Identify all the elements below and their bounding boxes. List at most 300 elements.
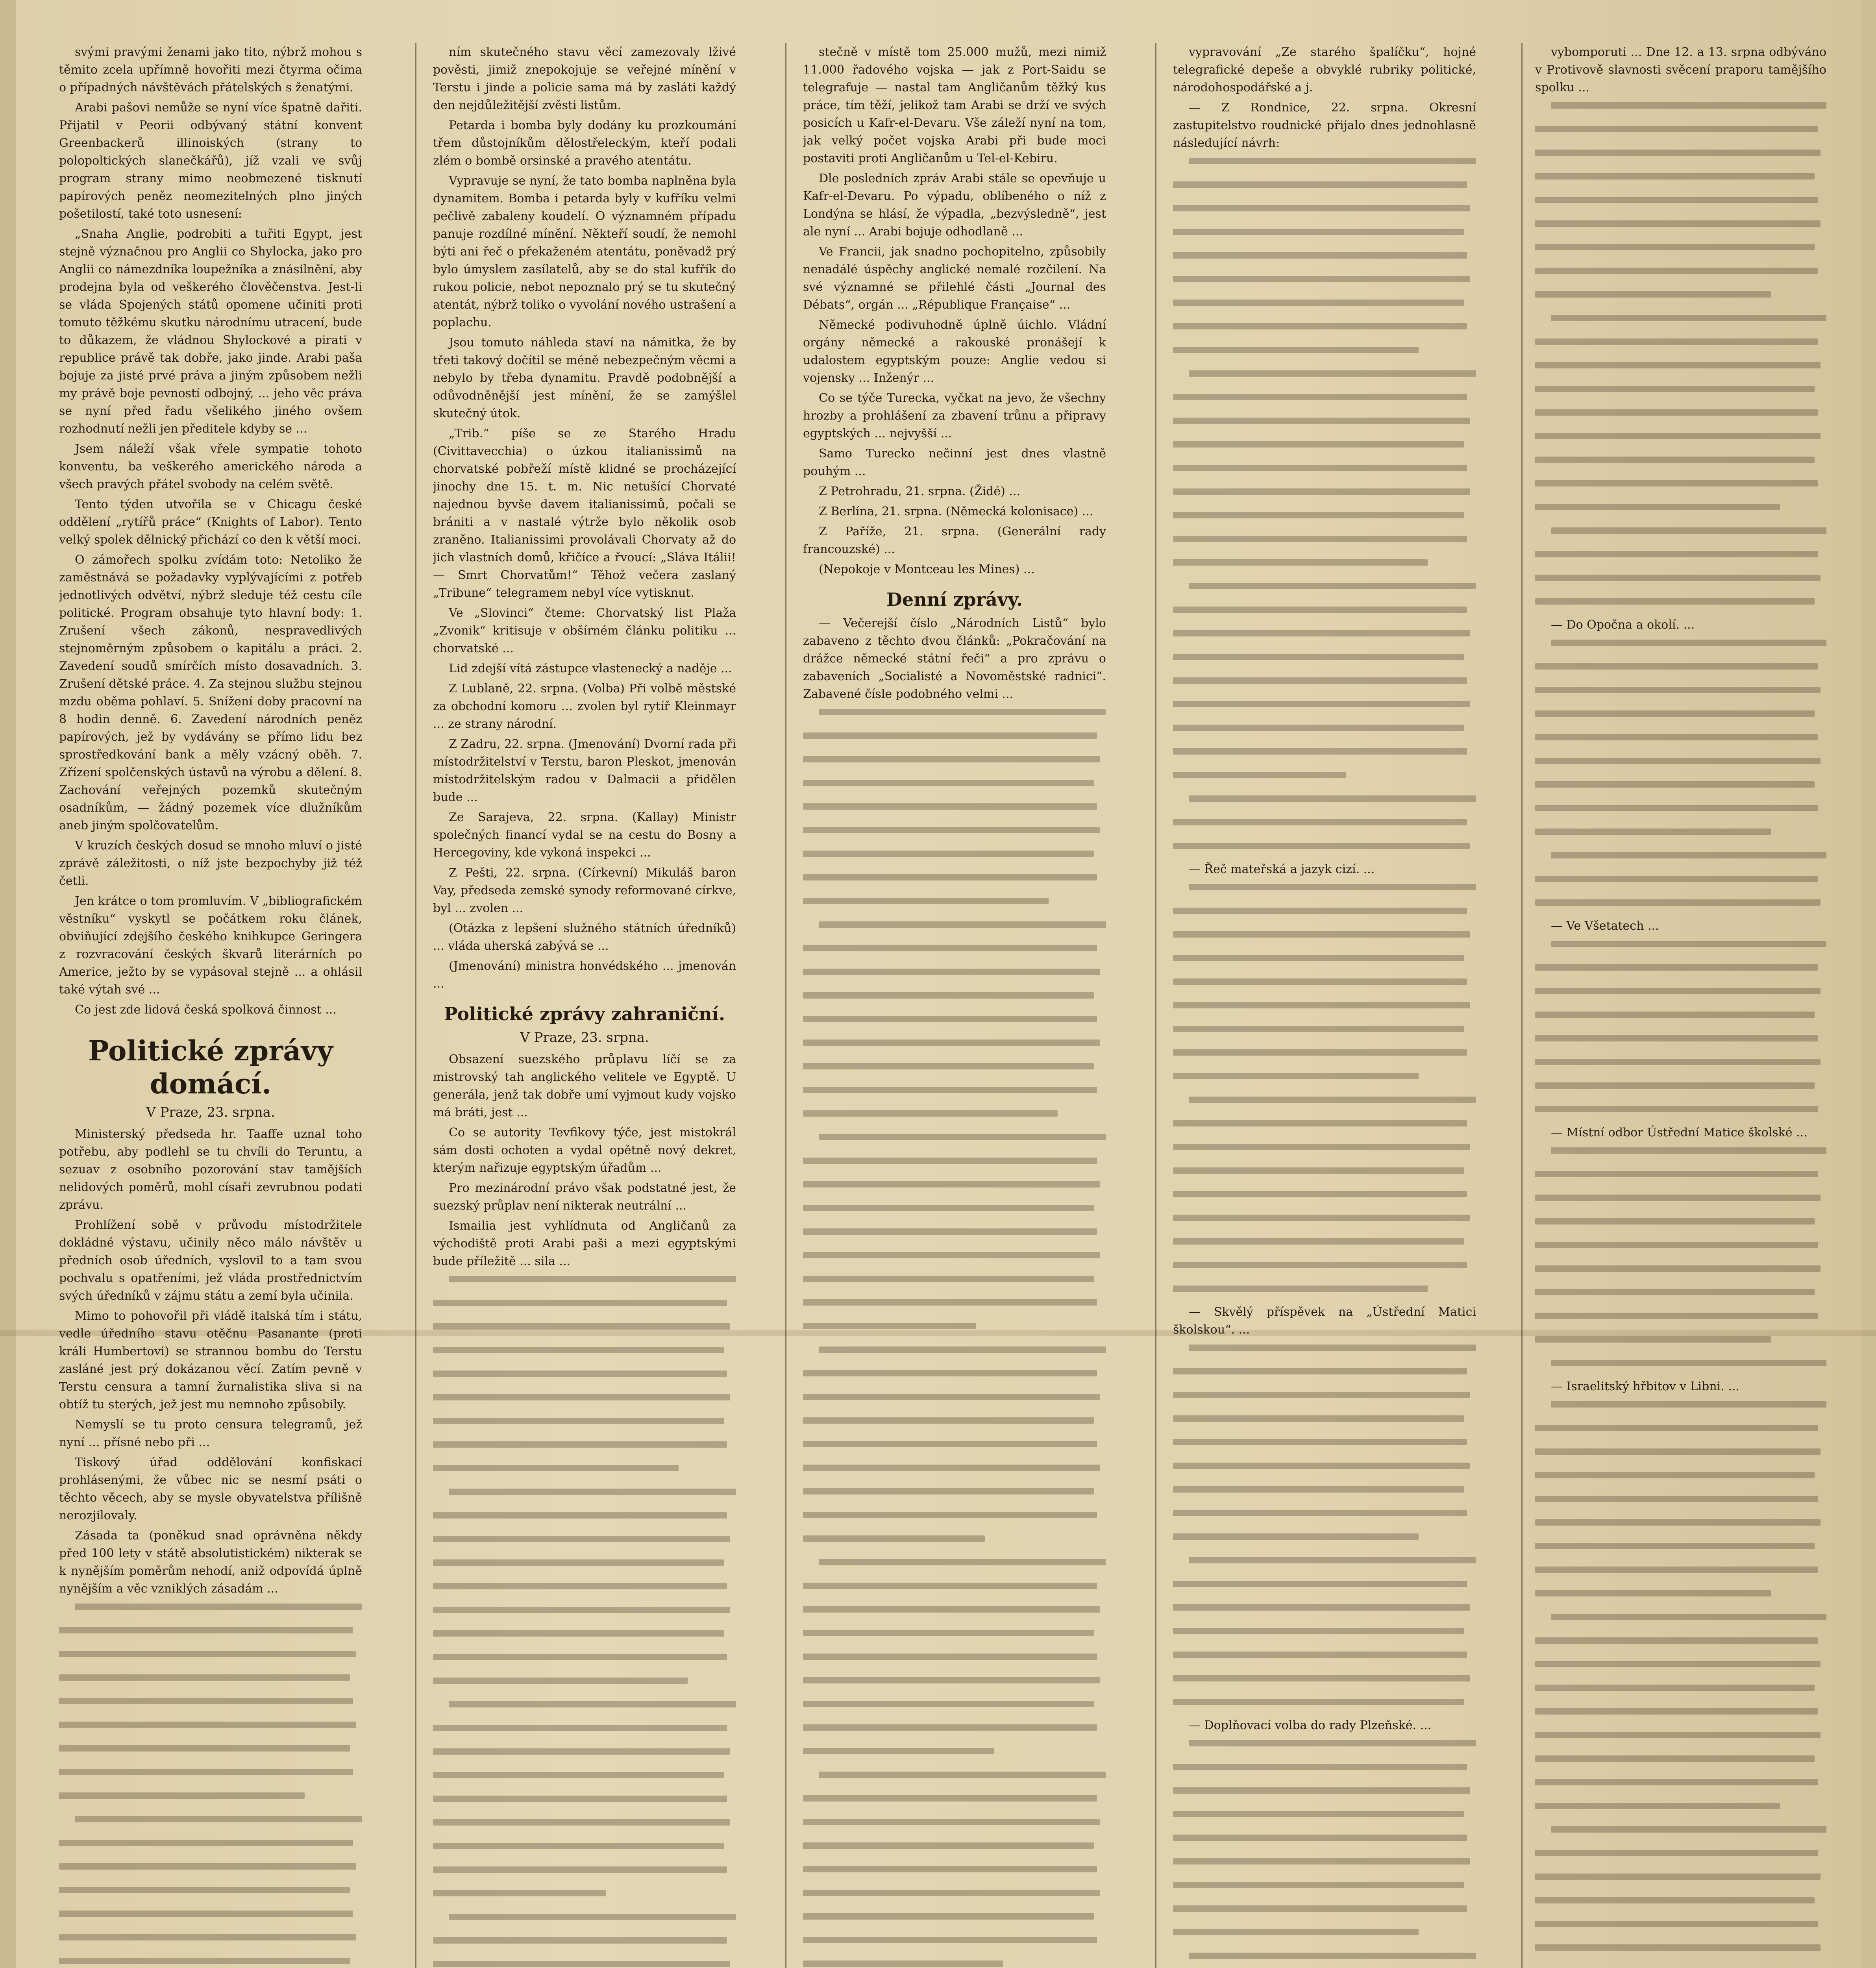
section-heading-domestic: Politické zprávy domácí. [88,1034,333,1100]
text-line-ink [433,1465,679,1471]
article-paragraph: stečně v místě tom 25.000 mužů, mezi nimiž 11.000 řadového vojska — jak z Port-Saidu se telegrafuje — nastal tam Angličanům těžký kus práce, tím těží, jelikož tam Arabi se drží ve svých posicích u Kafr-el-Devaru. Vše záleží nyní na tom, jak velký počet vojska Arabi při bude moci postaviti proti Angličanům u Tel-el-Kebiru. [803,45,1106,165]
text-line-ink [1173,1368,1467,1374]
text-line-ink [803,1606,1100,1613]
dateline: V Praze, 23. srpna. [520,1030,649,1045]
text-line [1535,876,1826,893]
article-paragraph: Tento týden utvořila se v Chicagu české oddělení „rytířů práce“ (Knights of Labor). Tento velký spolek dělnický přichází co den k větší moci. [59,498,362,547]
text-line [1535,150,1826,167]
text-line-ink [1535,1685,1815,1691]
column-rule [785,43,786,1968]
article-paragraph: Ve Francii, jak snadno pochopitelno, způsobily nenadálé úspěchy anglické nemalé rozčilení. Na své významné se přilehlé části „Journal des Débats“, orgán ... „République Française“ ... [803,245,1106,312]
text-line [433,1489,736,1506]
text-line [803,1276,1106,1293]
text-line [59,1627,362,1645]
text-line-ink [1535,734,1818,740]
text-line [1535,1614,1826,1631]
column-rule [1521,43,1523,1968]
text-line-ink [1535,1779,1818,1785]
text-line-ink [1189,1740,1476,1746]
text-line-ink [1173,1026,1464,1032]
text-line [1173,1787,1476,1805]
text-line [433,1512,736,1530]
text-line [1173,1905,1476,1923]
text-line-ink [803,1016,1097,1022]
text-line [59,1769,362,1787]
text-line-ink [1173,701,1470,707]
text-line [1535,988,1826,1006]
article-paragraph: vybomporuti ... Dne 12. a 13. srpna odbýváno v Protivově slavnosti svěcení praporu tamějšího spolku ... [1535,45,1826,94]
text-line [1173,1026,1476,1043]
text-line [1173,1929,1476,1947]
text-line [433,1772,736,1790]
text-line [1173,978,1476,996]
text-line-ink [75,1604,362,1610]
text-line-ink [1535,758,1820,764]
paper-left-edge [0,0,16,1968]
text-line-ink [1535,1944,1820,1951]
text-line [1173,559,1476,577]
text-line [1173,323,1476,341]
article-paragraph: Ministerský předseda hr. Taaffe uznal toho potřebu, aby podlehl se tu chvíli do Teruntu, a sezuav z osobního pozorování stav tamějších nelidových poměrů, mohl císaři zevrubnou podati zprávu. [59,1127,362,1212]
text-line [1173,1652,1476,1669]
text-line [1173,1740,1476,1758]
text-line [1173,630,1476,648]
text-line [803,1087,1106,1104]
article-paragraph: Zásada ta (poněkud snad oprávněna někdy před 100 lety v státě absolutistickém) nikterak se k nynějším poměrům nehodí, aniž odpovídá úplně nynějším a věc vzniklých zásadám ... [59,1529,362,1596]
text-line [803,1606,1106,1624]
text-line-ink [803,1535,985,1542]
text-filler [1535,102,1826,616]
text-line [1535,710,1826,728]
text-line-ink [1535,1289,1815,1295]
text-line [1173,1675,1476,1693]
text-line [1535,268,1826,285]
text-line-ink [1173,276,1470,282]
text-line [1535,1082,1826,1100]
text-line-ink [1173,1604,1470,1611]
article-paragraph: Nemyslí se tu proto censura telegramů, jež nyní ... přísné nebo při ... [59,1418,362,1449]
text-line [1173,843,1476,860]
text-line [1173,1392,1476,1409]
text-line-ink [1173,1675,1470,1681]
text-line [1535,575,1826,592]
text-line [1173,955,1476,973]
text-line [1535,1336,1826,1354]
text-line-ink [1173,1510,1467,1516]
text-line [1535,1035,1826,1053]
text-line-ink [1173,536,1467,542]
dateline-item: Z Berlína, 21. srpna. (Německá kolonisace) ... [819,505,1093,518]
text-line [1535,1360,1826,1378]
text-line [803,992,1106,1010]
text-line [803,1158,1106,1175]
text-line-ink [1535,1035,1818,1041]
text-line-ink [1173,772,1346,778]
text-line [433,1725,736,1742]
text-line [1173,583,1476,601]
text-line-ink [1173,1882,1464,1888]
text-line-ink [803,969,1100,975]
text-line [1535,551,1826,569]
text-line-ink [1535,150,1820,156]
text-line-ink [75,1816,362,1822]
text-line [803,732,1106,750]
text-line [1535,805,1826,823]
text-line-ink [803,1417,1094,1424]
text-line-ink [1535,1921,1818,1927]
text-line [433,1371,736,1388]
text-line [1535,1195,1826,1212]
text-line-ink [433,1654,727,1660]
text-line-ink [59,1887,350,1893]
text-line [1173,488,1476,506]
text-line [803,1913,1106,1931]
text-line [1535,1012,1826,1029]
text-line-ink [1535,1425,1818,1431]
text-line [1173,276,1476,294]
text-line [1173,725,1476,742]
text-line-ink [803,1842,1094,1849]
text-line-ink [59,1627,353,1633]
text-line [803,1134,1106,1152]
text-line-ink [1535,1708,1818,1715]
text-line-ink [1173,725,1464,731]
text-line [803,1535,1106,1553]
column-2 [433,43,736,1968]
text-line-ink [59,1958,350,1964]
text-line-ink [1173,1486,1464,1493]
text-line [1173,1510,1476,1528]
text-line-ink [803,1394,1100,1400]
text-line [433,1748,736,1766]
text-line [59,1722,362,1739]
text-line-ink [1535,1448,1820,1455]
text-line-ink [1535,781,1815,788]
text-line-ink [1535,433,1820,439]
text-line-ink [1535,1059,1820,1065]
text-line-ink [1535,1082,1815,1089]
text-line-ink [1189,1953,1476,1959]
text-line [803,1654,1106,1671]
text-line [803,709,1106,727]
text-line-ink [1173,955,1464,961]
text-line-ink [803,1205,1094,1211]
text-line-ink [433,1607,730,1613]
text-line-ink [1173,205,1470,211]
text-line [803,898,1106,916]
text-line [1535,1218,1826,1236]
text-line [803,1819,1106,1837]
article-paragraph: — Ve Všetatech ... [1551,919,1659,933]
text-line [433,1465,736,1483]
text-line-ink [1173,1764,1467,1770]
text-line-ink [1173,677,1467,684]
text-line-ink [1189,1097,1476,1103]
text-line [803,1512,1106,1530]
text-line-ink [1535,876,1818,882]
text-line-ink [449,1489,736,1495]
text-line-ink [1535,291,1771,298]
text-line-ink [1173,1628,1464,1634]
text-line [1535,964,1826,982]
text-line [59,1863,362,1881]
text-line [1173,347,1476,364]
article-paragraph: svými pravými ženami jako tito, nýbrž mohou s těmito zcela upřímně hovořiti mezi čtyrma očima o případných návštěvách přátelských s ženatými. [59,45,362,94]
text-line [433,1559,736,1577]
text-filler [59,1604,362,1968]
text-line-ink [803,1512,1097,1518]
text-line-ink [1535,1637,1818,1644]
text-line-ink [1551,1826,1826,1833]
dateline-item: Z Lublaně, 22. srpna. (Volba) Při volbě městské za obchodní komoru ... zvolen byl rytíř Kleinmayr ... ze strany národní. [433,682,736,731]
article-paragraph: — Z Rondnice, 22. srpna. Okresní zastupitelstvo roudnické přijalo dnes jednohlasně následující návrh: [1173,101,1476,150]
text-line [433,1819,736,1837]
text-line [59,1604,362,1621]
text-line [1173,1345,1476,1362]
article-paragraph: — Doplňovací volba do rady Plzeňské. ... [1189,1718,1432,1732]
text-line [803,1441,1106,1459]
text-line [1173,884,1476,902]
text-line-ink [433,1678,688,1684]
text-line [803,1701,1106,1718]
text-line-ink [1173,347,1419,353]
text-line [433,1536,736,1554]
text-line-ink [1173,1835,1467,1841]
text-line-ink [1535,386,1815,392]
text-line [1535,315,1826,333]
text-line [1173,465,1476,483]
text-line-ink [1173,1929,1419,1935]
text-line [1173,1882,1476,1900]
article-paragraph: — Israelitský hřbitov v Libni. ... [1551,1380,1739,1393]
text-line-ink [803,851,1094,857]
text-line [59,1792,362,1810]
article-paragraph: Jsou tomuto náhleda staví na námitka, že by třeti takový dočítil se méně nebezpečným věcmi a nebylo by třeba dynamitu. Pravdě podobnější a odůvodněnější jest mínění, že se zamýšlel skutečný útok. [433,336,736,420]
text-line [1535,1106,1826,1124]
text-line-ink [1535,1171,1818,1177]
text-line-ink [59,1934,356,1940]
text-line [803,874,1106,892]
text-line [59,1911,362,1928]
text-line-ink [1535,964,1818,971]
text-line-ink [803,732,1097,739]
text-line [1173,1120,1476,1138]
article-paragraph: Dle posledních zpráv Arabi stále se opevňuje u Kafr-el-Devaru. Po výpadu, oblíbeného o níž z Londýna se hlásí, že výpadla, „bezvýsledně“, jest ale nyní ... Arabi bojuje odhodlaně ... [803,172,1106,239]
text-line [1173,772,1476,790]
article-paragraph: — Večerejší číslo „Národních Listů“ bylo zabaveno z těchto dvou článků: „Pokračování na drážce německé státní řeči“ a pro zprávu o zabaveních „Socialisté a Novoměstské radnici“. Zabavené čísle podobného velmi ... [803,616,1106,701]
text-line-ink [1535,1242,1818,1248]
text-line-ink [1535,598,1815,605]
text-line-ink [803,1866,1097,1872]
text-line [1535,852,1826,870]
text-line-ink [1173,1858,1470,1864]
text-line [803,803,1106,821]
text-line-ink [1173,488,1470,495]
article-paragraph: Obsazení suezského průplavu líčí se za mistrovský tah anglického velitele ve Egyptě. U generála, jenž tak dobře umí vyjmout kudy vojsko má bráti, jest ... [433,1052,736,1119]
text-line-ink [803,780,1094,786]
text-line-ink [433,1961,730,1967]
text-line [803,921,1106,939]
text-line-ink [1173,465,1467,471]
text-line-ink [59,1651,356,1657]
text-line [1173,1167,1476,1185]
text-line [433,1914,736,1931]
text-line-ink [1551,1614,1826,1620]
text-line-ink [803,1677,1100,1683]
article-paragraph: Co se týče Turecka, vyčkat na jevo, že všechny hrozby a prohlášení za zbavení trůnu a připravy egyptských ... nejvyšší ... [803,391,1106,440]
text-line-ink [433,1819,730,1826]
text-filler [803,709,1106,1968]
text-line-ink [449,1701,736,1707]
text-line [1535,126,1826,144]
text-line-ink [1173,1191,1467,1197]
text-line [803,1252,1106,1270]
article-paragraph: Co se autority Tevfikovy týče, jest mistokrál sám dosti ochoten a vydal opětně nový dekret, kterým nařizuje egyptským úřadům ... [433,1126,736,1175]
text-line-ink [1535,1567,1818,1573]
text-line [803,945,1106,963]
text-line [1173,1144,1476,1162]
text-filler [1535,640,1826,917]
text-line [1173,1699,1476,1716]
text-line-ink [1189,795,1476,802]
article-paragraph: O zámořech spolku zvídám toto: Netoliko že zaměstnává se požadavky vyplývajícími z potřeb jednotlivých odvětví, nýbrž sleduje též cestu cíle politické. Program obsahuje tyto hlavní body: 1. Zrušení všech zákonů, nespravedlivých stejnoměrným způsobem o kapitálu a práci. 2. Zavedení soudů smírčích místo dosavadních. 3. Zrušení dětské práce. 4. Za stejnou službu stejnou mzdu oběma pohlaví. 5. Snížení doby pracovní na 8 hodin denně. 6. Zavedení národních peněz papírových, jež by vydávány se přímo lidu bez sprostředkování bank a měly vzácný oběh. 7. Zřízení spolčenských ústavů na výrobu a dělení. 8. Zachování veřejných pozemků skutečným osadníkům, — žádný pozemek více dlužníkům aneb jiným spolčovatelům. [59,553,362,832]
text-line-ink [433,1725,727,1731]
article-paragraph: Prohlížení sobě v průvodu místodržitele dokládné výstavu, učinily něco málo návštěv u předních osob úředních, vyslovil to a tam svou pochvalu s opatřeními, jež vláda prostřednictvím svých úředníků v zájmu státu a zemí byla učinila. [59,1218,362,1303]
text-line-ink [433,1890,606,1896]
text-line [1173,1486,1476,1504]
text-line-ink [433,1559,724,1566]
text-line [803,1347,1106,1364]
text-line [59,1816,362,1834]
text-line [1535,220,1826,238]
text-line-ink [1173,1073,1419,1079]
text-line-ink [819,1347,1106,1353]
text-line [433,1796,736,1813]
text-line-ink [433,1394,730,1400]
text-line-ink [803,874,1097,880]
text-line [803,1677,1106,1695]
text-line-ink [1535,1661,1820,1667]
text-line [433,1961,736,1968]
text-line-ink [1535,126,1818,132]
text-line-ink [1535,1218,1815,1224]
text-line-ink [1173,978,1467,985]
text-line-ink [1189,158,1476,164]
text-line-ink [1173,559,1428,566]
text-line [803,1465,1106,1482]
text-line-ink [1189,1557,1476,1563]
text-line-ink [1173,1533,1419,1540]
text-line [803,1890,1106,1907]
text-line-ink [819,1772,1106,1778]
text-line [1535,1242,1826,1260]
text-line [433,1937,736,1955]
text-line [1173,158,1476,176]
text-line-ink [803,1724,1097,1731]
text-line-ink [433,1583,727,1589]
article-paragraph: vypravování „Ze starého špalíčku“, hojné telegrafické depeše a obvyklé rubriky politické, národohospodářské a j. [1173,45,1476,94]
text-line [1173,1604,1476,1622]
text-line-ink [433,1347,724,1353]
text-line [1173,1191,1476,1209]
text-line [803,827,1106,845]
text-line-ink [803,898,1049,904]
text-line [1535,598,1826,616]
text-line-ink [1173,1262,1467,1268]
text-line-ink [1173,654,1464,660]
text-line [803,1842,1106,1860]
dateline-item: (Nepokoje v Montceau les Mines) ... [819,562,1035,576]
text-line-ink [433,1536,730,1542]
article-paragraph: Samo Turecko nečinní jest dnes vlastně pouhým ... [803,447,1106,478]
text-line-ink [1535,988,1820,994]
text-line-ink [803,756,1100,762]
text-line [1173,1238,1476,1256]
text-line [803,1181,1106,1199]
text-line-ink [433,1843,724,1849]
text-line-ink [1535,663,1818,670]
paper-right-edge [1862,0,1876,1968]
text-line-ink [1173,1905,1467,1912]
text-line [1535,1732,1826,1750]
text-line-ink [1551,852,1826,858]
text-line [1173,1285,1476,1303]
article-paragraph: Co jest zde lidová česká spolková činnost ... [75,1003,337,1017]
dateline-item: (Otázka z lepšení služného státních úředníků) ... vláda uherská zabývá se ... [433,921,736,953]
text-line [1535,1779,1826,1797]
dateline-item: Z Paříže, 21. srpna. (Generální rady francouzské) ... [803,525,1106,556]
article-paragraph: Petarda i bomba byly dodány ku prozkoumání třem důstojníkům dělostřeleckým, kteří podali zlém o bombě orsinské a pravého atentátu. [433,118,736,168]
article-paragraph: — Místní odbor Ústřední Matice školské ... [1551,1126,1808,1139]
text-line-ink [433,1441,727,1448]
text-filler [1535,1401,1826,1968]
text-line [433,1843,736,1861]
text-line-ink [803,1488,1094,1494]
text-line-ink [803,1819,1100,1825]
text-line [1173,1811,1476,1829]
text-line [1535,1567,1826,1584]
text-line-ink [1535,1897,1815,1903]
text-line [1173,536,1476,553]
text-line-ink [1173,908,1467,914]
text-line [1535,409,1826,427]
text-line-ink [1173,630,1470,636]
text-line [803,969,1106,986]
article-paragraph: Mimo to pohovořil při vládě italská tím i státu, vedle úředního stavu otěčnu Pasanante (proti králi Humbertovi) se strannou bombu do Terstu zasláné jest prý dokázanou věcí. Zatím pevně v Terstu censura a tamní žurnalistika sliva si na obtíž tu sterých, jež jest mu nemnoho způsobily. [59,1309,362,1411]
text-line-ink [1551,640,1826,646]
text-line [1173,181,1476,199]
text-line [803,756,1106,774]
text-line [433,1866,736,1884]
text-line [1173,701,1476,719]
text-line-ink [1551,315,1826,321]
text-line [803,1961,1106,1968]
text-line-ink [803,1181,1100,1187]
text-line-ink [1535,805,1818,811]
text-line-ink [433,1937,727,1944]
text-line-ink [59,1863,356,1870]
text-line [803,1559,1106,1577]
article-paragraph: Arabi pašovi nemůže se nyní více špatně dařiti. Přijatil v Peorii odbývaný státní konvent Greenbackerů illinoiských (strany to polopoltických slanečkářů), jíž vzali ve svůj program strany mimo neobmezené tisknutí papírových peněz neomezitelných plno jiných pošetilostí, také toto usnesení: [59,101,362,221]
text-line-ink [803,1158,1097,1164]
dateline-item: Z Zadru, 22. srpna. (Jmenování) Dvorní rada při místodržitelství v Terstu, baron Pleskot, jmenován místodržitelským radou v Dalmacii a přidělen bude ... [433,737,736,804]
text-line [803,1039,1106,1057]
text-line-ink [1189,1345,1476,1351]
text-line [1535,640,1826,657]
text-line [1535,1401,1826,1419]
text-line [1535,1874,1826,1891]
text-line [1173,418,1476,435]
